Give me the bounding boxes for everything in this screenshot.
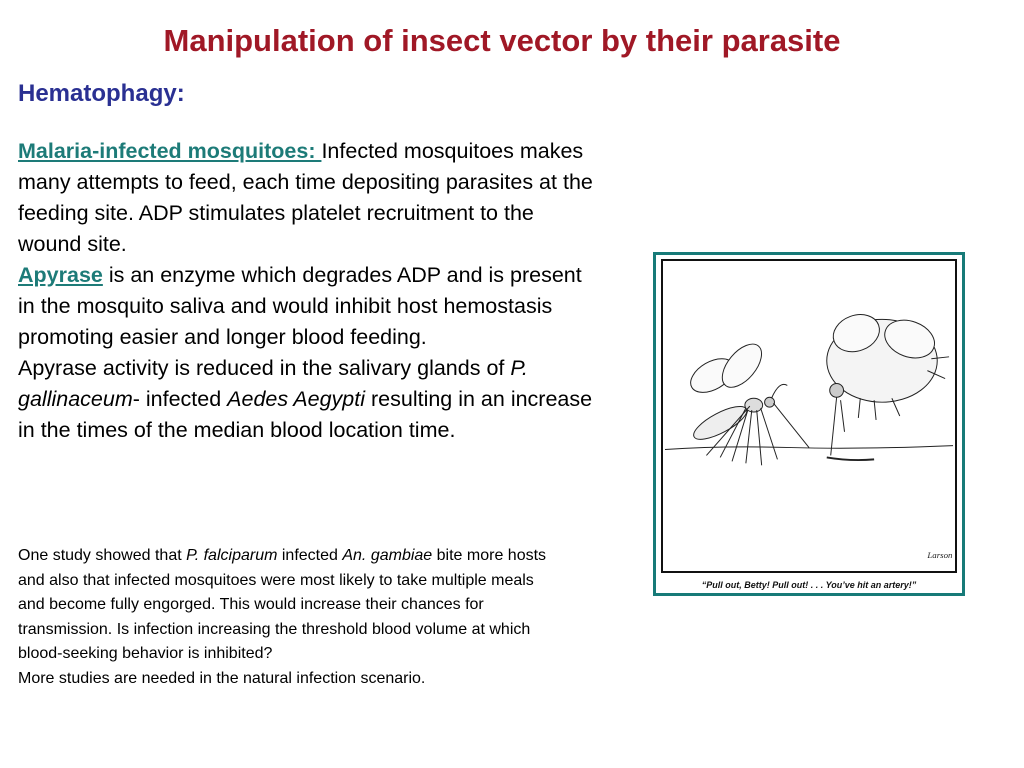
footnote-conclusion: More studies are needed in the natural infection scenario. bbox=[18, 669, 426, 687]
species-p-falciparum: P. falciparum bbox=[186, 547, 278, 564]
term-malaria-infected-mosquitoes: Malaria-infected mosquitoes: bbox=[18, 139, 322, 163]
paragraph-3-part-b: - infected bbox=[132, 387, 228, 411]
species-p-gallinaceum: P. gallinaceum bbox=[18, 356, 528, 411]
cartoon-frame bbox=[653, 252, 965, 596]
species-an-gambiae: An. gambiae bbox=[342, 547, 433, 564]
species-aedes-aegypti: Aedes Aegypti bbox=[227, 387, 366, 411]
paragraph-apyrase-activity bbox=[18, 353, 593, 446]
footnote bbox=[18, 544, 558, 691]
paragraph-2-text: is an enzyme which degrades ADP and is present in the mosquito saliva and would inhibit host hemostasis promoting easier and longer blood feeding. bbox=[18, 263, 582, 349]
footnote-part-b: infected bbox=[277, 547, 343, 564]
cartoonist-signature: Larson bbox=[927, 550, 953, 561]
cartoon-drawing bbox=[663, 261, 955, 571]
footnote-part-a: One study showed that bbox=[18, 547, 187, 564]
slide-title: Manipulation of insect vector by their parasite bbox=[163, 23, 841, 58]
cartoon-caption: “Pull out, Betty! Pull out! . . . You’ve hit an artery!” bbox=[701, 580, 917, 590]
engorged-mosquito-illustration bbox=[827, 308, 949, 460]
paragraph-3-part-c: resulting in an increase in the times of the median blood location time. bbox=[18, 387, 593, 442]
paragraph-1-text: Infected mosquitoes makes many attempts to feed, each time depositing parasites at the feeding site. ADP stimulates platelet recruitment to the wound site. bbox=[18, 139, 593, 256]
term-apyrase: Apyrase bbox=[18, 263, 103, 287]
paragraph-mosquitoes bbox=[18, 136, 593, 260]
paragraph-3-part-a: Apyrase activity is reduced in the salivary glands of bbox=[18, 356, 511, 380]
main-body bbox=[18, 136, 593, 446]
cartoon-illustration bbox=[661, 259, 957, 573]
footnote-paragraph bbox=[18, 544, 558, 667]
footnote-part-c: bite more hosts and also that infected mosquitoes were most likely to take multiple meals and become fully engorged. This would increase their chances for transmission. Is infection increasing the threshold blood volume at which blood-seeking behavior is inhibited? bbox=[18, 547, 547, 662]
paragraph-apyrase bbox=[18, 260, 593, 353]
section-heading: Hematophagy: bbox=[18, 80, 185, 107]
thin-mosquito-illustration bbox=[685, 337, 809, 465]
